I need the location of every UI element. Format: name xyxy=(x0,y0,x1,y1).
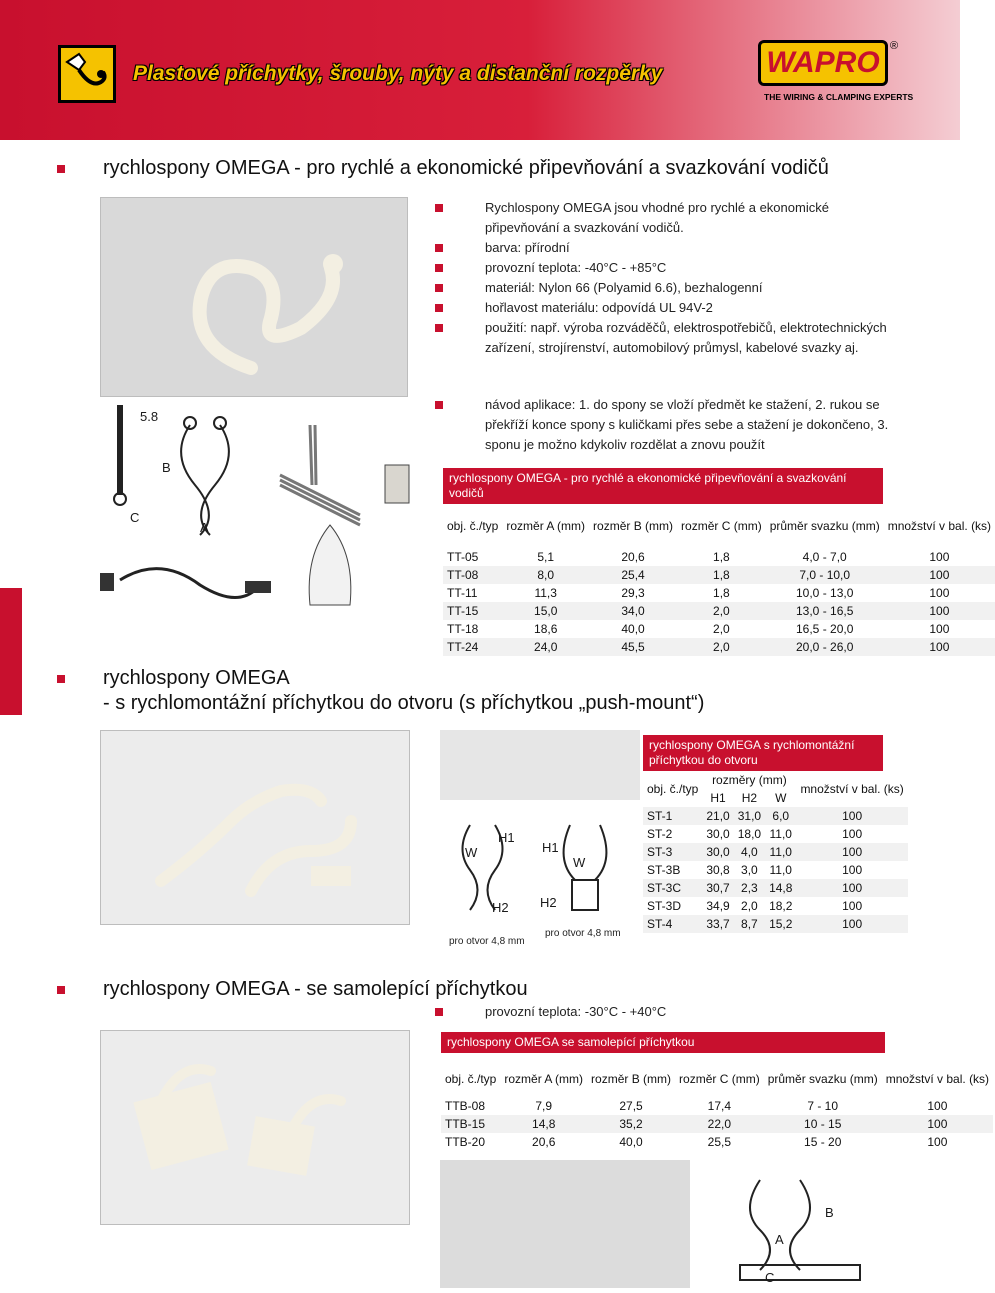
bullet-icon xyxy=(57,675,65,683)
header-cell: rozměr C (mm) xyxy=(679,1072,760,1086)
bullet-icon xyxy=(435,204,443,212)
bullet-icon xyxy=(435,244,443,252)
table-cell: 100 xyxy=(796,807,907,825)
caption-left: pro otvor 4,8 mm xyxy=(449,936,525,947)
header-cell: průměr svazku (mm) xyxy=(769,519,880,533)
label: provozní teplota: xyxy=(485,260,582,275)
header-cell: rozměr A (mm) xyxy=(504,1072,584,1086)
table-row xyxy=(643,807,908,825)
table-cell: ST-3 xyxy=(643,843,702,861)
table-row xyxy=(643,897,908,915)
brand-tagline: THE WIRING & CLAMPING EXPERTS xyxy=(764,92,914,102)
table-row xyxy=(643,879,908,897)
section2-heading-line1: rychlospony OMEGA xyxy=(103,667,290,689)
table-row xyxy=(443,584,995,602)
dim-label: 5.8 xyxy=(140,409,159,424)
table-cell: 100 xyxy=(796,861,907,879)
omega-dimension-drawing xyxy=(100,405,430,655)
table-cell: 16,5 - 20,0 xyxy=(766,620,884,638)
table-cell: 30,0 xyxy=(702,843,733,861)
bullet-icon xyxy=(57,165,65,173)
table-cell: 15 - 20 xyxy=(764,1133,882,1151)
section3-heading: rychlospony OMEGA - se samolepící příchytkou xyxy=(103,978,528,1000)
table-cell: 2,0 xyxy=(677,620,766,638)
table-row xyxy=(443,566,995,584)
table-cell: 30,0 xyxy=(702,825,733,843)
section1-instructions xyxy=(435,395,905,455)
table-cell: TT-15 xyxy=(443,602,502,620)
table-cell: TT-11 xyxy=(443,584,502,602)
table-cell: 21,0 xyxy=(702,807,733,825)
table-cell: 100 xyxy=(884,638,995,656)
table-tt-grid xyxy=(443,504,995,656)
table-cell: 20,0 - 26,0 xyxy=(766,638,884,656)
list-item xyxy=(435,238,905,258)
table-cell: TTB-08 xyxy=(441,1097,500,1115)
table-st xyxy=(643,735,904,933)
table-cell: 30,8 xyxy=(702,861,733,879)
table-cell: 10,0 - 13,0 xyxy=(766,584,884,602)
table-cell: 40,0 xyxy=(587,1133,675,1151)
adhesive-mount-photo xyxy=(100,1030,410,1225)
table-cell: 1,8 xyxy=(677,584,766,602)
list-item xyxy=(435,258,905,278)
header-cell: H2 xyxy=(741,791,758,805)
list-item xyxy=(435,318,905,358)
push-mount-drawing xyxy=(440,730,640,940)
table-cell: TT-24 xyxy=(443,638,502,656)
table-cell: 29,3 xyxy=(589,584,677,602)
table-cell: 20,6 xyxy=(589,548,677,566)
header-cell: obj. č./typ xyxy=(447,519,499,533)
table-cell: 100 xyxy=(884,548,995,566)
table-tt xyxy=(443,468,992,656)
table-cell: 15,2 xyxy=(765,915,796,933)
list-item xyxy=(435,1002,905,1022)
table-ttb xyxy=(441,1032,990,1151)
dim-label: H1 xyxy=(498,830,515,845)
value: 1. do spony se vloží předmět ke stažení, 2. rukou se překříží konce spony s kuličkami přes sebe a stažení je dokončeno, 3. sponu je možno kdykoliv rozdělat a znovu použít xyxy=(485,397,889,452)
dim-label: B xyxy=(825,1205,834,1220)
value: -40°C - +85°C xyxy=(584,260,667,275)
table-cell: 1,8 xyxy=(677,566,766,584)
clip-warning-icon xyxy=(58,45,116,103)
bullet-icon xyxy=(435,304,443,312)
value: např. výroba rozváděčů, elektrospotřebičů, elektrotechnických zařízení, strojírenství, automobilový průmysl, kabelové svazky aj. xyxy=(485,320,887,355)
omega-clip-photo xyxy=(100,197,408,397)
section2-heading-line2: - s rychlomontážní příchytkou do otvoru (s příchytkou „push-mount“) xyxy=(103,692,705,714)
table-cell: 6,0 xyxy=(765,807,796,825)
table-cell: 100 xyxy=(882,1115,993,1133)
table-cell: 2,3 xyxy=(734,879,765,897)
adhesive-dimension-drawing xyxy=(700,1160,900,1288)
label: použití: xyxy=(485,320,527,335)
table-cell: 25,5 xyxy=(675,1133,764,1151)
table-cell: 40,0 xyxy=(589,620,677,638)
page-title: Plastové příchytky, šrouby, nýty a distanční rozpěrky xyxy=(133,62,663,85)
table-header-row xyxy=(443,504,995,548)
table-cell: 20,6 xyxy=(500,1133,587,1151)
table-cell: ST-4 xyxy=(643,915,702,933)
table-cell: ST-3B xyxy=(643,861,702,879)
table-header-row xyxy=(441,1061,993,1097)
table-row xyxy=(441,1097,993,1115)
table-cell: 18,0 xyxy=(734,825,765,843)
table-cell: 5,1 xyxy=(502,548,589,566)
table-cell: 25,4 xyxy=(589,566,677,584)
dim-label: H2 xyxy=(492,900,509,915)
table-cell: 100 xyxy=(884,602,995,620)
header-cell: rozměr B (mm) xyxy=(593,519,674,533)
label: návod aplikace: xyxy=(485,397,576,412)
table-cell: 14,8 xyxy=(500,1115,587,1133)
table-header-row xyxy=(643,771,908,789)
table-cell: 8,7 xyxy=(734,915,765,933)
table-cell: 7,0 - 10,0 xyxy=(766,566,884,584)
table-cell: 1,8 xyxy=(677,548,766,566)
section1-properties xyxy=(435,198,905,358)
push-mount-photo xyxy=(100,730,410,925)
label: provozní teplota: xyxy=(485,1004,582,1019)
table-cell: 45,5 xyxy=(589,638,677,656)
adhesive-mount-application-photo xyxy=(440,1160,690,1288)
table-row xyxy=(643,861,908,879)
table-cell: TT-08 xyxy=(443,566,502,584)
table-cell: 17,4 xyxy=(675,1097,764,1115)
header-cell: množství v bal. (ks) xyxy=(800,782,904,796)
label: barva: xyxy=(485,240,522,255)
table-cell: 4,0 xyxy=(734,843,765,861)
value: Nylon 66 (Polyamid 6.6), bezhalogenní xyxy=(538,280,763,295)
table-cell: 3,0 xyxy=(734,861,765,879)
dim-label: H1 xyxy=(542,840,559,855)
table-cell: 15,0 xyxy=(502,602,589,620)
header-cell: rozměr A (mm) xyxy=(506,519,586,533)
table-title: rychlospony OMEGA - pro rychlé a ekonomické připevňování a svazkování vodičů xyxy=(443,468,883,504)
table-cell: 13,0 - 16,5 xyxy=(766,602,884,620)
table-cell: 11,0 xyxy=(765,861,796,879)
list-item xyxy=(435,298,905,318)
header-cell: obj. č./typ xyxy=(445,1072,497,1086)
value: -30°C - +40°C xyxy=(584,1004,667,1019)
bullet-icon xyxy=(57,986,65,994)
table-cell: 100 xyxy=(796,915,907,933)
header-cell: rozměry (mm) xyxy=(712,773,787,787)
table-cell: 31,0 xyxy=(734,807,765,825)
table-cell: 35,2 xyxy=(587,1115,675,1133)
header-cell: množství v bal. (ks) xyxy=(887,519,992,533)
table-cell: 100 xyxy=(882,1097,993,1115)
table-cell: 18,6 xyxy=(502,620,589,638)
label: hořlavost materiálu: xyxy=(485,300,599,315)
table-cell: 11,0 xyxy=(765,825,796,843)
dim-label: W xyxy=(465,845,478,860)
table-row xyxy=(443,638,995,656)
bullet-icon xyxy=(435,264,443,272)
table-cell: 34,9 xyxy=(702,897,733,915)
table-cell: TT-18 xyxy=(443,620,502,638)
table-cell: TTB-20 xyxy=(441,1133,500,1151)
table-row xyxy=(643,915,908,933)
table-row xyxy=(443,620,995,638)
dim-label: W xyxy=(573,855,586,870)
table-cell: 100 xyxy=(796,825,907,843)
table-cell: 4,0 - 7,0 xyxy=(766,548,884,566)
table-cell: 100 xyxy=(884,566,995,584)
table-title: rychlospony OMEGA se samolepící příchytkou xyxy=(441,1032,885,1053)
table-cell: 34,0 xyxy=(589,602,677,620)
table-cell: 100 xyxy=(796,897,907,915)
table-cell: 8,0 xyxy=(502,566,589,584)
table-cell: 100 xyxy=(796,843,907,861)
registered-mark: ® xyxy=(890,40,899,52)
header-cell: množství v bal. (ks) xyxy=(885,1072,990,1086)
table-row xyxy=(441,1115,993,1133)
bullet-icon xyxy=(435,284,443,292)
table-cell: 30,7 xyxy=(702,879,733,897)
bullet-icon xyxy=(435,324,443,332)
dim-label: H2 xyxy=(540,895,557,910)
table-st-grid xyxy=(643,771,908,933)
header-cell: rozměr B (mm) xyxy=(591,1072,672,1086)
table-cell: 2,0 xyxy=(677,602,766,620)
table-row xyxy=(441,1133,993,1151)
table-cell: ST-3C xyxy=(643,879,702,897)
table-cell: 22,0 xyxy=(675,1115,764,1133)
table-cell: ST-2 xyxy=(643,825,702,843)
section1-heading: rychlospony OMEGA - pro rychlé a ekonomické připevňování a svazkování vodičů xyxy=(103,157,829,179)
list-item xyxy=(435,278,905,298)
dim-label: C xyxy=(130,510,140,525)
dim-label: C xyxy=(765,1270,775,1285)
dim-label: A xyxy=(775,1232,784,1247)
brand-logo: WAPRO xyxy=(758,40,888,86)
table-cell: 11,3 xyxy=(502,584,589,602)
header-cell: rozměr C (mm) xyxy=(681,519,762,533)
table-cell: 14,8 xyxy=(765,879,796,897)
table-cell: 100 xyxy=(796,879,907,897)
table-cell: 18,2 xyxy=(765,897,796,915)
dim-label: B xyxy=(162,460,171,475)
list-item xyxy=(435,198,905,238)
table-row xyxy=(643,843,908,861)
bullet-icon xyxy=(435,1008,443,1016)
table-row xyxy=(443,548,995,566)
table-ttb-grid xyxy=(441,1061,993,1151)
label: materiál: xyxy=(485,280,535,295)
table-cell: 11,0 xyxy=(765,843,796,861)
header-cell: obj. č./typ xyxy=(647,782,699,796)
intro-text: Rychlospony OMEGA jsou vhodné pro rychlé a ekonomické připevňování a svazkování vodičů. xyxy=(485,200,829,235)
table-cell: 24,0 xyxy=(502,638,589,656)
table-cell: 7,9 xyxy=(500,1097,587,1115)
table-cell: 2,0 xyxy=(677,638,766,656)
table-row xyxy=(643,825,908,843)
table-cell: 7 - 10 xyxy=(764,1097,882,1115)
header-cell: průměr svazku (mm) xyxy=(767,1072,878,1086)
bullet-icon xyxy=(435,401,443,409)
table-cell: 100 xyxy=(884,620,995,638)
side-tab xyxy=(0,588,22,715)
header-cell: H1 xyxy=(710,791,726,805)
header-cell: W xyxy=(775,791,787,805)
table-cell: 2,0 xyxy=(734,897,765,915)
value: odpovídá UL 94V-2 xyxy=(602,300,713,315)
table-cell: 10 - 15 xyxy=(764,1115,882,1133)
value: přírodní xyxy=(524,240,570,255)
dim-label: A xyxy=(200,520,209,535)
table-cell: TTB-15 xyxy=(441,1115,500,1133)
table-row xyxy=(443,602,995,620)
table-cell: 100 xyxy=(882,1133,993,1151)
table-cell: ST-3D xyxy=(643,897,702,915)
list-item xyxy=(435,395,905,455)
table-cell: 33,7 xyxy=(702,915,733,933)
table-cell: TT-05 xyxy=(443,548,502,566)
caption-right: pro otvor 4,8 mm xyxy=(545,928,621,939)
table-cell: 100 xyxy=(884,584,995,602)
table-cell: 27,5 xyxy=(587,1097,675,1115)
section3-properties xyxy=(435,1002,905,1022)
table-cell: ST-1 xyxy=(643,807,702,825)
table-title: rychlospony OMEGA s rychlomontážní příchytkou do otvoru xyxy=(643,735,883,771)
